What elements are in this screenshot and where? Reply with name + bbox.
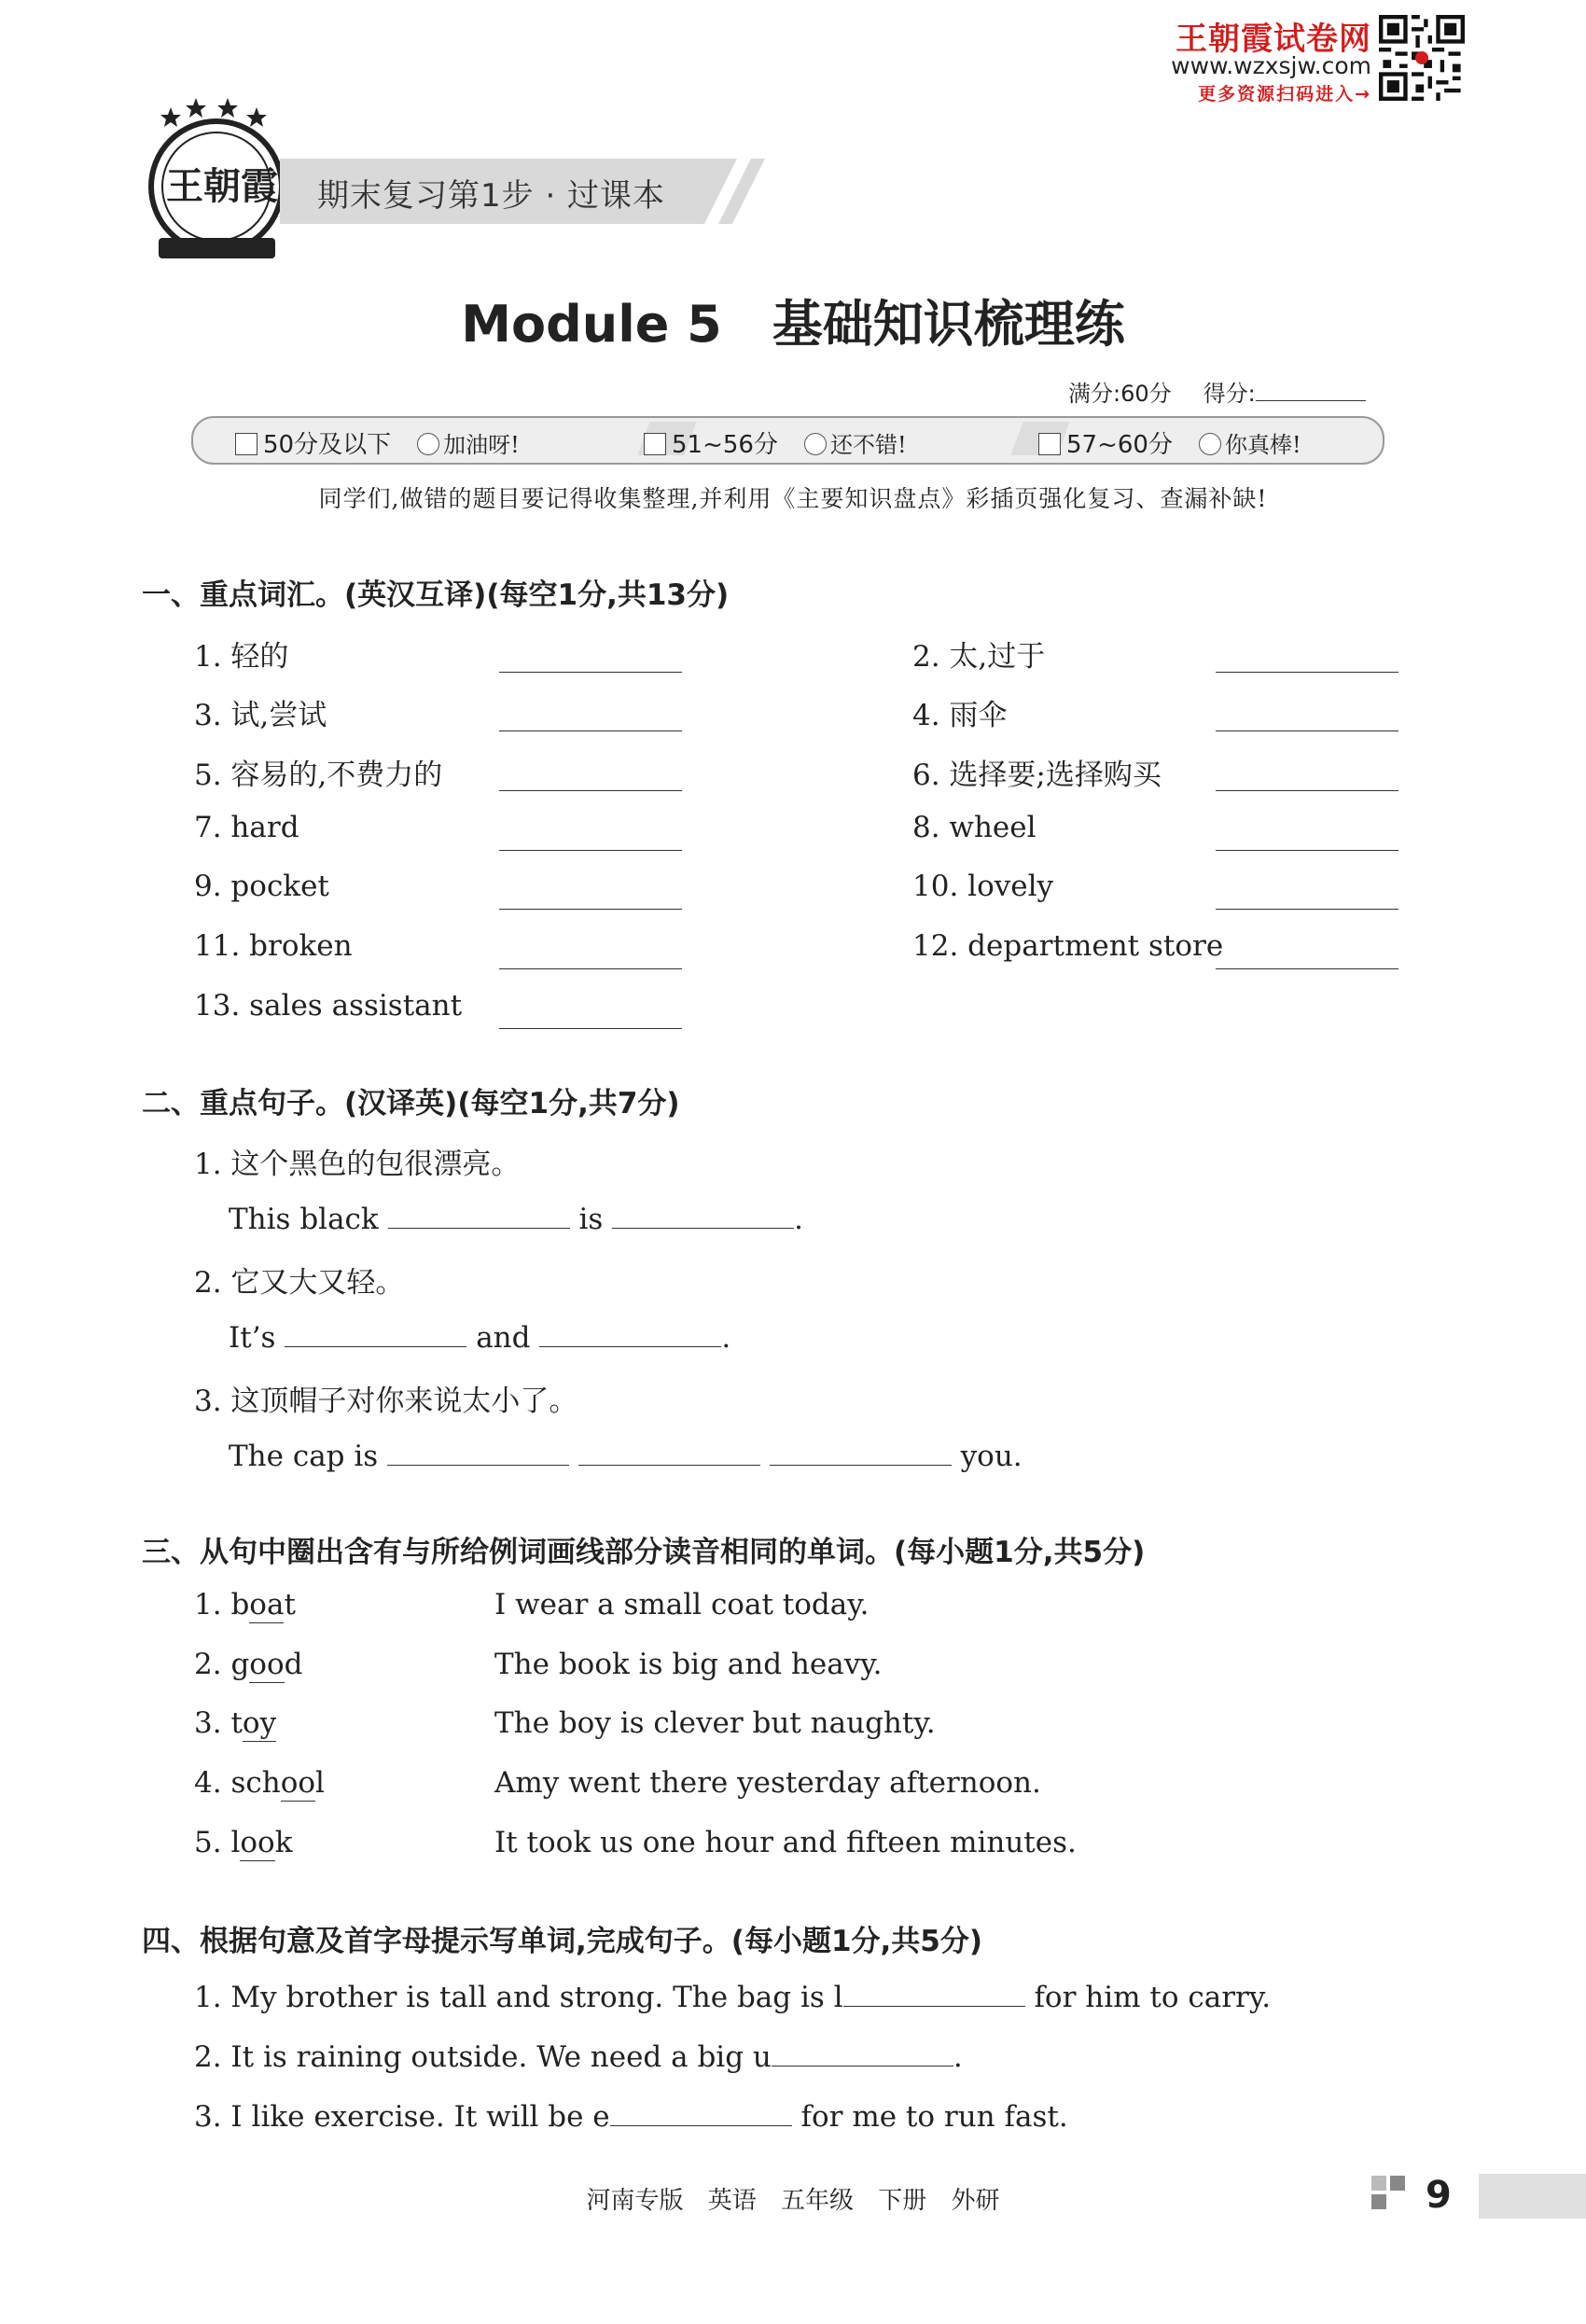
answer-blank[interactable] <box>499 703 682 731</box>
brand-name: 王朝霞试卷网 <box>1176 21 1371 58</box>
fill-sentence <box>194 2097 1068 2134</box>
page-number: 9 <box>1426 2174 1452 2217</box>
score-blank[interactable] <box>1256 382 1366 401</box>
answer-blank[interactable] <box>1216 940 1398 969</box>
grade-option-2[interactable] <box>644 425 907 460</box>
vocab-item: 11. broken <box>194 929 353 963</box>
sentence-prompt: 3. 这顶帽子对你来说太小了。 <box>194 1385 578 1418</box>
section-3-heading: 三、从句中圈出含有与所给例词画线部分读音相同的单词。(每小题1分,共5分) <box>142 1536 1146 1569</box>
sentence-text: 1. My brother is tall and strong. The bag is l <box>194 1981 843 2014</box>
word-part: b <box>230 1588 250 1621</box>
underlined-part: oo <box>280 1766 316 1800</box>
sentence-text: . <box>721 1321 731 1355</box>
answer-blank[interactable] <box>539 1318 721 1347</box>
vocab-item: 1. 轻的 <box>194 640 289 674</box>
answer-blank[interactable] <box>612 1200 794 1229</box>
logo-text: 王朝霞 <box>166 164 278 208</box>
fill-sentence <box>194 1978 1271 2014</box>
page-number-bar <box>1479 2174 1586 2219</box>
sentence-text: and <box>476 1321 531 1355</box>
vocab-item: 9. pocket <box>194 870 329 903</box>
sentence-text: for me to run fast. <box>800 2100 1068 2134</box>
answer-blank[interactable] <box>499 822 682 851</box>
item-number: 5. <box>194 1826 222 1859</box>
section-2-heading: 二、重点句子。(汉译英)(每空1分,共7分) <box>142 1087 680 1120</box>
vocab-item: 3. 试,尝试 <box>194 699 327 732</box>
qr-code-icon[interactable] <box>1379 15 1465 101</box>
grade-option-3[interactable] <box>1038 425 1301 460</box>
answer-blank[interactable] <box>499 940 682 969</box>
checkbox[interactable] <box>644 433 666 455</box>
sentence-prompt: 1. 这个黑色的包很漂亮。 <box>194 1148 521 1181</box>
vocab-item: 6. 选择要;选择购买 <box>912 758 1162 792</box>
word-part: d <box>284 1648 303 1681</box>
sentence-prompt: 2. 它又大又轻。 <box>194 1266 405 1300</box>
section-1-heading: 一、重点词汇。(英汉互译)(每空1分,共13分) <box>142 578 730 612</box>
answer-blank[interactable] <box>578 1437 760 1466</box>
brand-slogan: 更多资源扫码进入→ <box>1198 84 1371 104</box>
answer-blank[interactable] <box>285 1318 466 1347</box>
grade-note: 你真棒! <box>1224 432 1301 458</box>
decor-square <box>1371 2194 1386 2209</box>
vocab-item: 8. wheel <box>912 811 1036 844</box>
word-part: t <box>230 1706 243 1740</box>
face-icon <box>1199 433 1221 455</box>
example-sentence[interactable]: The book is big and heavy. <box>494 1648 883 1681</box>
sentence-text: . <box>953 2040 963 2074</box>
full-score: 满分:60分 <box>1068 381 1172 407</box>
word-part: l <box>315 1766 325 1800</box>
example-word <box>194 1766 325 1800</box>
answer-blank[interactable] <box>499 881 682 910</box>
grade-range: 51~56分 <box>672 431 778 459</box>
vocab-item: 2. 太,过于 <box>912 640 1046 674</box>
sentence-text: This black <box>229 1203 379 1236</box>
underlined-part: oa <box>249 1588 285 1621</box>
word-part: g <box>230 1648 250 1681</box>
tip-text: 同学们,做错的题目要记得收集整理,并利用《主要知识盘点》彩插页强化复习、查漏补缺! <box>318 485 1268 512</box>
word-part: sch <box>230 1766 281 1800</box>
item-number: 3. <box>194 1706 222 1740</box>
sentence-text: 3. I like exercise. It will be e <box>194 2100 610 2134</box>
example-word <box>194 1648 302 1681</box>
underlined-part: oo <box>249 1648 285 1681</box>
answer-blank[interactable] <box>499 762 682 791</box>
vocab-item: 5. 容易的,不费力的 <box>194 758 443 792</box>
brand-url[interactable]: www.wzxsjw.com <box>1171 52 1371 79</box>
footer-text: 河南专版 英语 五年级 下册 外研 <box>586 2187 1000 2215</box>
grade-option-1[interactable] <box>235 425 520 460</box>
sentence-text: The cap is <box>229 1440 379 1473</box>
answer-blank[interactable] <box>388 1200 570 1229</box>
sentence-answer-row <box>229 1437 1023 1473</box>
answer-blank[interactable] <box>772 2038 953 2067</box>
sentence-text: 2. It is raining outside. We need a big u <box>194 2040 772 2074</box>
example-word <box>194 1588 296 1621</box>
answer-blank[interactable] <box>1216 644 1398 673</box>
sentence-text: for him to carry. <box>1034 1981 1272 2014</box>
score-line <box>1068 375 1366 408</box>
grade-range: 50分及以下 <box>263 431 392 459</box>
page-title: Module 5 基础知识梳理练 <box>461 295 1125 354</box>
word-part: k <box>274 1826 293 1859</box>
vocab-item: 4. 雨伞 <box>912 699 1008 732</box>
item-number: 4. <box>194 1766 222 1800</box>
face-icon <box>804 433 827 455</box>
grade-note: 还不错! <box>829 432 907 458</box>
vocab-item: 10. lovely <box>912 870 1054 903</box>
example-sentence[interactable]: I wear a small coat today. <box>494 1588 870 1621</box>
answer-blank[interactable] <box>1216 703 1398 731</box>
example-sentence[interactable]: It took us one hour and fifteen minutes. <box>494 1826 1077 1859</box>
decor-square <box>1371 2176 1386 2191</box>
grade-range: 57~60分 <box>1066 431 1173 459</box>
answer-blank[interactable] <box>843 1978 1025 2007</box>
answer-blank[interactable] <box>770 1437 952 1466</box>
answer-blank[interactable] <box>1216 881 1398 910</box>
item-number: 1. <box>194 1588 222 1621</box>
decor-square <box>1390 2176 1405 2191</box>
word-part: t <box>284 1588 296 1621</box>
sentence-text: you. <box>960 1440 1023 1473</box>
sentence-text: . <box>794 1203 803 1236</box>
checkbox[interactable] <box>235 433 257 455</box>
grade-note: 加油呀! <box>443 432 520 458</box>
vocab-item: 7. hard <box>194 811 299 844</box>
answer-blank[interactable] <box>499 644 682 673</box>
vocab-item: 12. department store <box>912 929 1224 963</box>
answer-blank[interactable] <box>610 2097 792 2126</box>
word-part: l <box>230 1826 241 1859</box>
sentence-text: is <box>578 1203 604 1236</box>
underlined-part: oy <box>242 1706 277 1740</box>
example-word <box>194 1706 276 1740</box>
section-4-heading: 四、根据句意及首字母提示写单词,完成句子。(每小题1分,共5分) <box>142 1925 983 1958</box>
underlined-part: oo <box>240 1826 275 1859</box>
example-word <box>194 1826 292 1859</box>
banner-title: 期末复习第1步 · 过课本 <box>317 177 666 215</box>
answer-blank[interactable] <box>1216 762 1398 791</box>
vocab-item: 13. sales assistant <box>194 989 463 1023</box>
example-sentence[interactable]: Amy went there yesterday afternoon. <box>494 1766 1041 1800</box>
answer-blank[interactable] <box>499 1000 682 1029</box>
face-icon <box>417 433 439 455</box>
sentence-answer-row <box>229 1200 803 1236</box>
score-label: 得分: <box>1203 381 1256 407</box>
sentence-text: It’s <box>229 1321 276 1355</box>
sentence-answer-row <box>229 1318 730 1355</box>
example-sentence[interactable]: The boy is clever but naughty. <box>494 1706 936 1740</box>
item-number: 2. <box>194 1648 222 1681</box>
answer-blank[interactable] <box>1216 822 1398 851</box>
answer-blank[interactable] <box>387 1437 569 1466</box>
checkbox[interactable] <box>1038 433 1061 455</box>
fill-sentence <box>194 2038 963 2074</box>
